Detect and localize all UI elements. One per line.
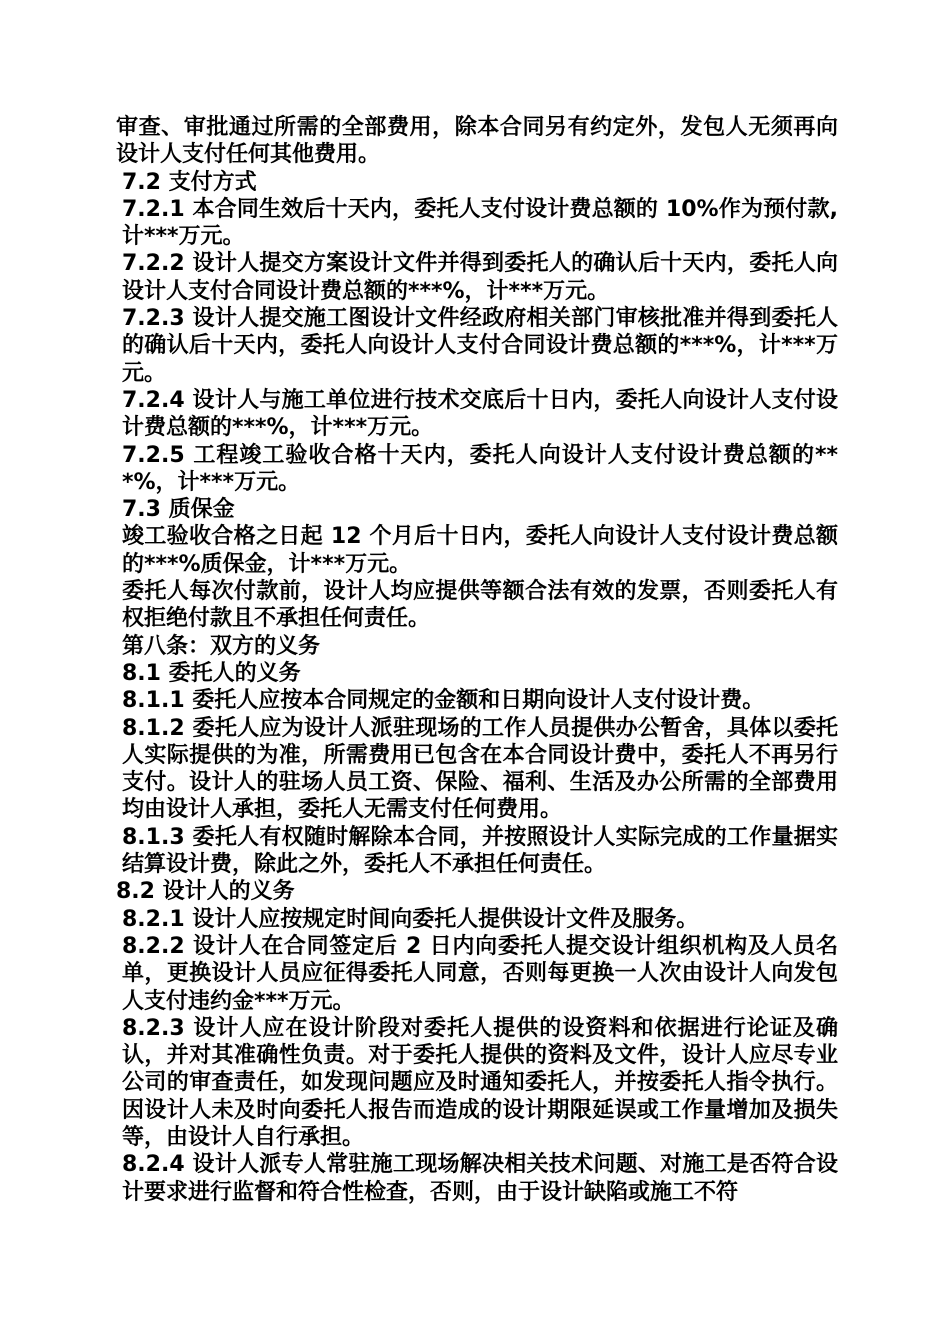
clause-8-1-3: 8.1.3 委托人有权随时解除本合同，并按照设计人实际完成的工作量据实结算设计费，除此之外，委托人不承担任何责任。 (122, 824, 838, 878)
clause-8-2-4: 8.2.4 设计人派专人常驻施工现场解决相关技术问题、对施工是否符合设计要求进行监督和符合性检查，否则，由于设计缺陷或施工不符 (122, 1152, 838, 1205)
clause-7-2-4: 7.2.4 设计人与施工单位进行技术交底后十日内，委托人向设计人支付设计费总额的***%，计***万元。 (122, 387, 838, 441)
clause-8-1-2: 8.1.2 委托人应为设计人派驻现场的工作人员提供办公暂舍，具体以委托人实际提供的为准，所需费用已包含在本合同设计费中，委托人不再另行支付。设计人的驻场人员工资、保险、福利、生活及办公所需的全部费用均由设计人承担，委托人无需支付任何费用。 (122, 715, 838, 823)
paragraph-fee-continuation: 审查、审批通过所需的全部费用，除本合同另有约定外，发包人无须再向设计人支付任何其他费用。 (116, 115, 838, 168)
heading-8-2-designer-obligations: 8.2 设计人的义务 (116, 879, 295, 905)
clause-8-2-1: 8.2.1 设计人应按规定时间向委托人提供设计文件及服务。 (122, 906, 699, 932)
paragraph-retention: 竣工验收合格之日起 12 个月后十日内，委托人向设计人支付设计费总额的***%质保金，计***万元。 (122, 524, 838, 577)
clause-8-1-1: 8.1.1 委托人应按本合同规定的金额和日期向设计人支付设计费。 (122, 688, 765, 714)
clause-8-2-2: 8.2.2 设计人在合同签定后 2 日内向委托人提交设计组织机构及人员名单，更换设计人员应征得委托人同意，否则每更换一人次由设计人向发包人支付违约金***万元。 (122, 933, 838, 1014)
heading-8-1-client-obligations: 8.1 委托人的义务 (122, 660, 301, 686)
clause-7-2-3: 7.2.3 设计人提交施工图设计文件经政府相关部门审核批准并得到委托人的确认后十天内，委托人向设计人支付合同设计费总额的***%，计***万元。 (122, 306, 838, 386)
paragraph-invoice: 委托人每次付款前，设计人均应提供等额合法有效的发票，否则委托人有权拒绝付款且不承担任何责任。 (122, 579, 838, 632)
clause-7-2-2: 7.2.2 设计人提交方案设计文件并得到委托人的确认后十天内，委托人向设计人支付合同设计费总额的***%，计***万元。 (122, 251, 838, 304)
document-body (116, 114, 838, 1206)
clause-8-2-3: 8.2.3 设计人应在设计阶段对委托人提供的设资料和依据进行论证及确认，并对其准确性负责。对于委托人提供的资料及文件，设计人应尽专业公司的审查责任，如发现问题应及时通知委托人，并按委托人指令执行。因设计人未及时向委托人报告而造成的设计期限延误或工作量增加及损失等，由设计人自行承担。 (122, 1015, 838, 1150)
heading-7-2-payment-method: 7.2 支付方式 (122, 169, 257, 195)
heading-article-8: 第八条：双方的义务 (122, 633, 321, 659)
clause-7-2-1: 7.2.1 本合同生效后十天内，委托人支付设计费总额的 10%作为预付款,计***万元。 (122, 196, 838, 250)
heading-7-3-retention: 7.3 质保金 (122, 497, 235, 523)
clause-7-2-5: 7.2.5 工程竣工验收合格十天内，委托人向设计人支付设计费总额的***%，计***万元。 (122, 442, 838, 495)
